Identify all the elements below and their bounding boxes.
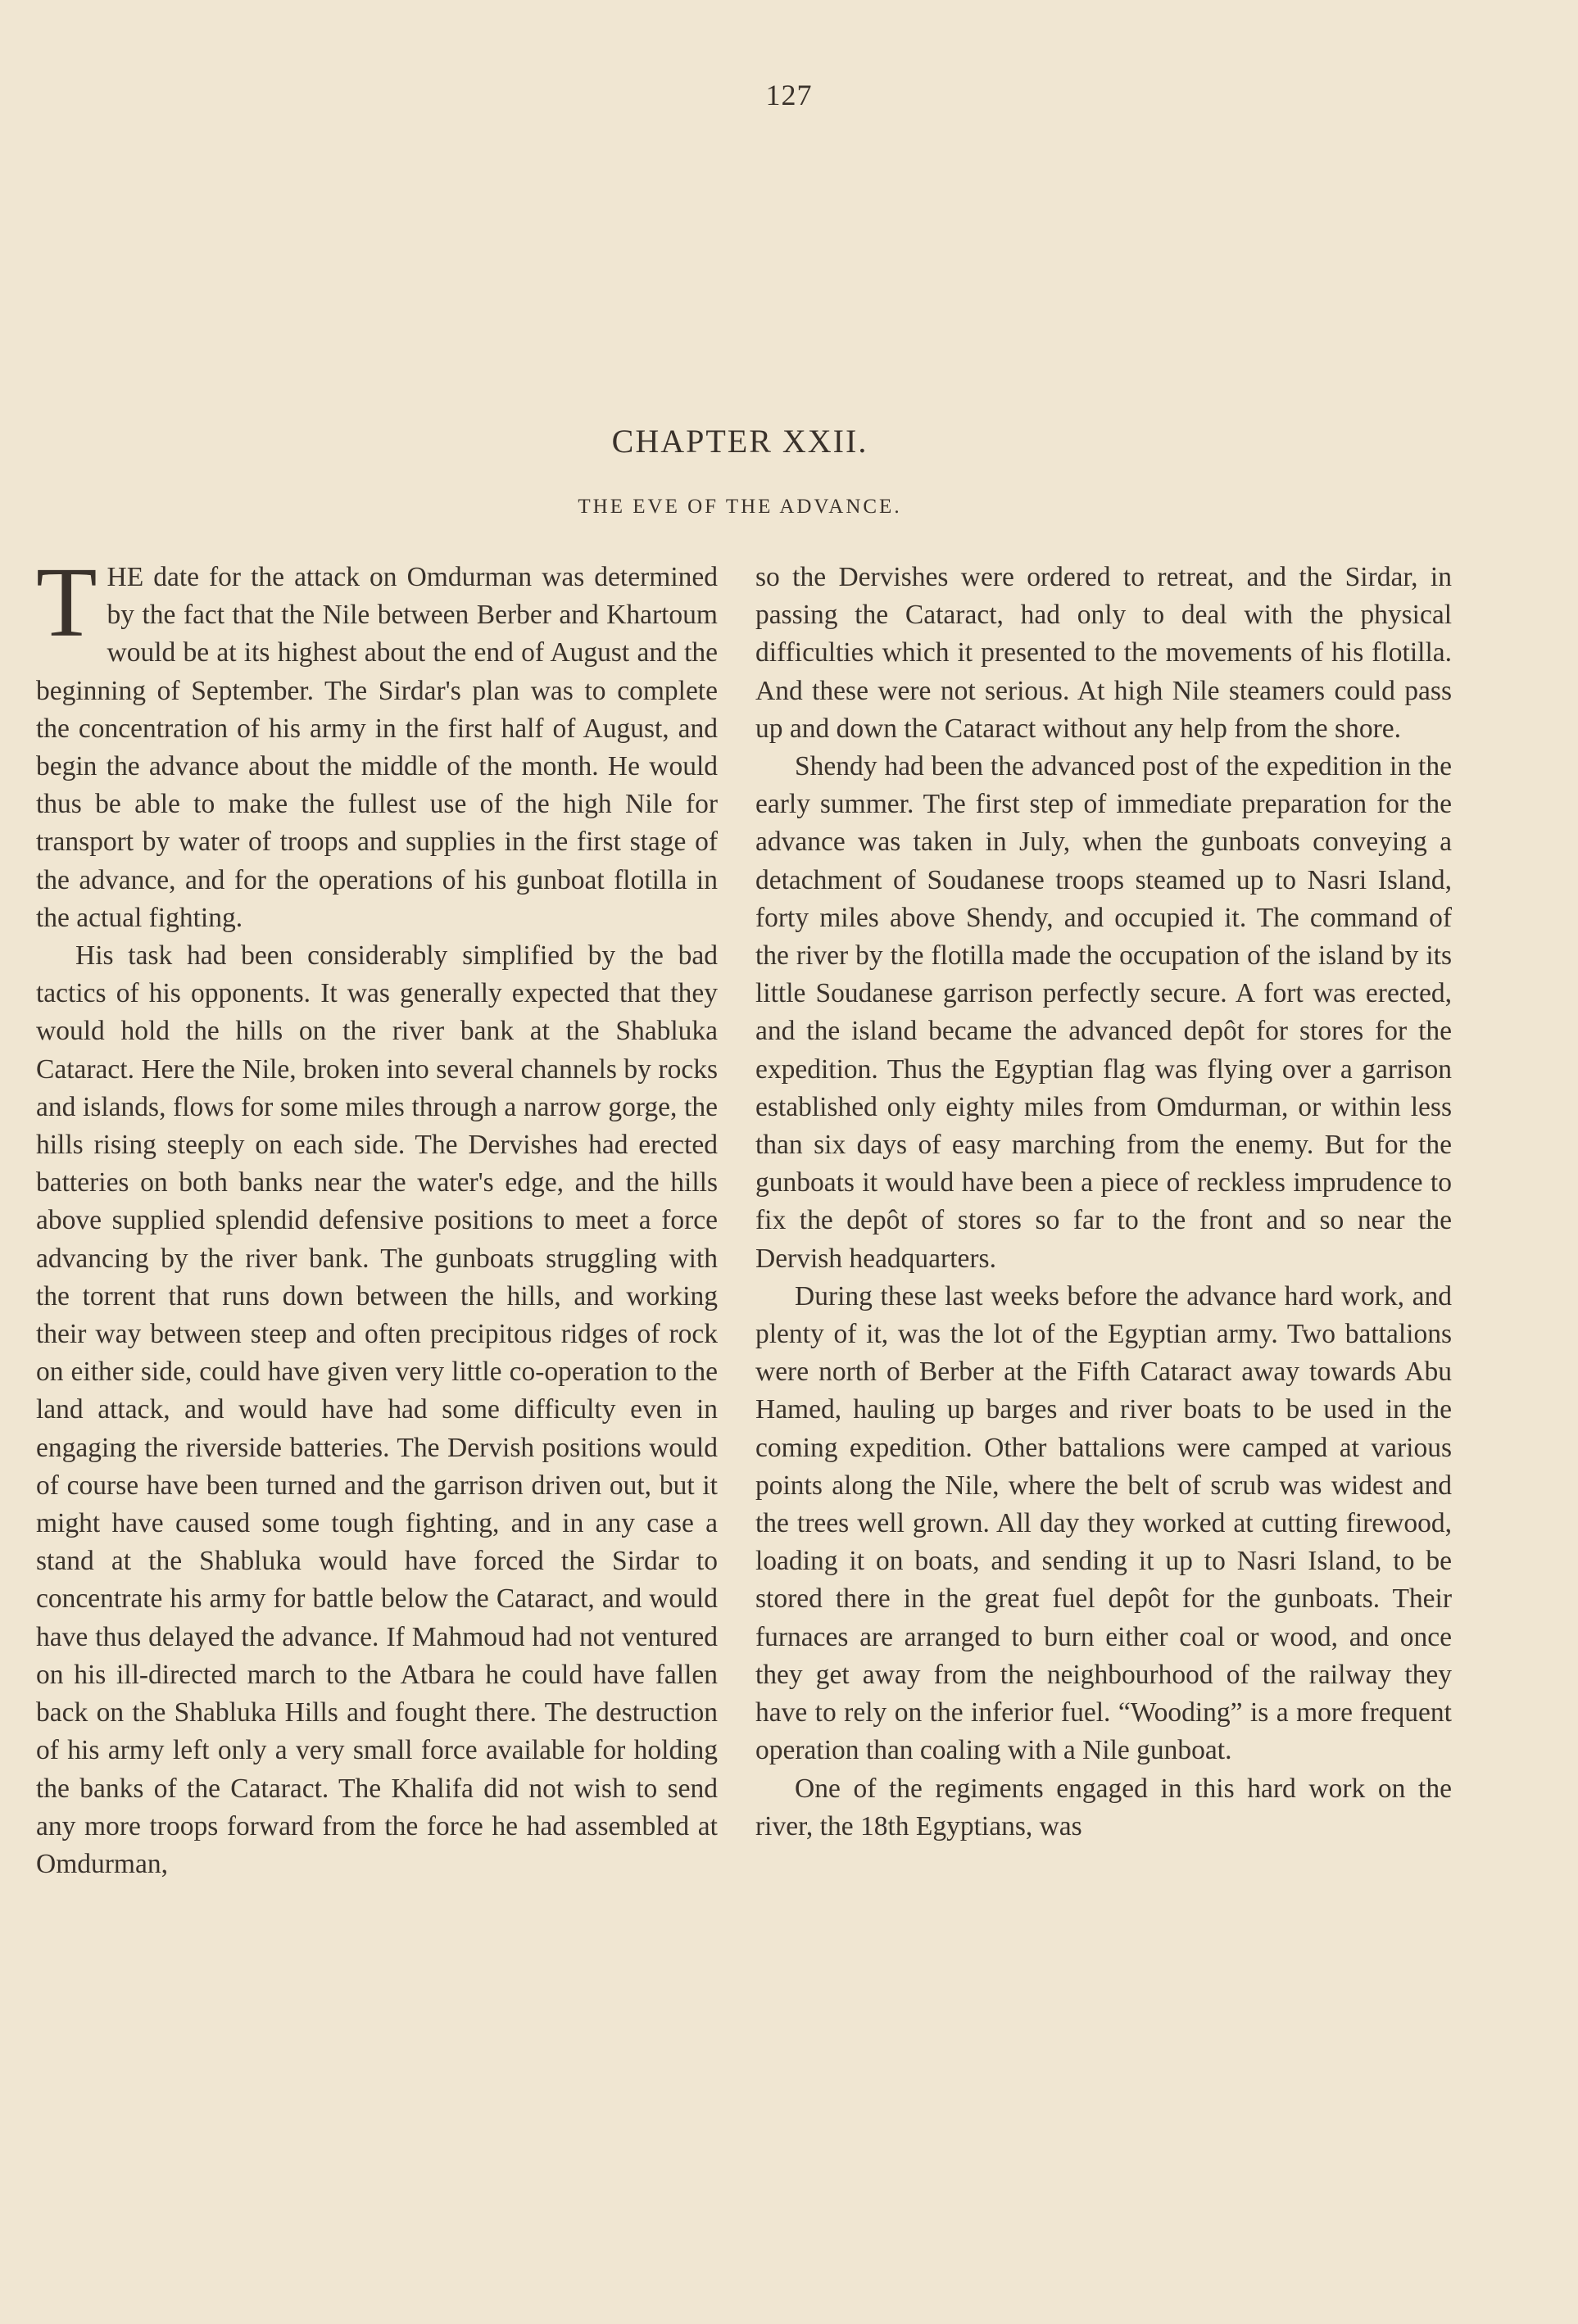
paragraph — [36, 547, 718, 937]
drop-cap: T — [36, 547, 97, 658]
page-number: 127 — [765, 79, 813, 111]
right-column — [755, 559, 1452, 1846]
paragraph: so the Dervishes were ordered to retreat, and the Sirdar, in passing the Cataract, had only to deal with the physical difficulties which it presented to the movements of his flotilla. And these were not serious. At high Nile steamers could pass up and down the Cataract without any help from the shore. — [755, 562, 1452, 744]
paragraph-text: HE date for the attack on Omdurman was determined by the fact that the Nile between Berber and Khartoum would be at its highest about the end of August and the beginning of September. The Sirdar's plan was to complete the concentration of his army in the first half of August, and begin the advance about the middle of the month. He would thus be able to make the fullest use of the high Nile for transport by water of troops and supplies in the first stage of the advance, and for the operations of his gunboat flotilla in the actual fighting. — [36, 562, 718, 933]
chapter-subtitle: THE EVE OF THE ADVANCE. — [578, 496, 902, 518]
left-column — [36, 547, 718, 1883]
paragraph: His task had been considerably simplified by the bad tactics of his opponents. It was generally expected that they would hold the hills on the river bank at the Shabluka Cataract. Here the Nile, broken into several channels by rocks and islands, flows for some miles through a narrow gorge, the hills rising steeply on each side. The Dervishes had erected batteries on both banks near the water's edge, and the hills above supplied splendid defensive positions to meet a force advancing by the river bank. The gunboats struggling with the torrent that runs down between the hills, and working their way between steep and often precipitous ridges of rock on either side, could have given very little co-operation to the land attack, and would have had some difficulty even in engaging the riverside batteries. The Dervish positions would of course have been turned and the garrison driven out, but it might have caused some tough fighting, and in any case a stand at the Shabluka would have forced the Sirdar to concentrate his army for battle below the Cataract, and would have thus delayed the advance. If Mahmoud had not ventured on his ill-directed march to the Atbara he could have fallen back on the Shabluka Hills and fought there. The destruction of his army left only a very small force available for holding the banks of the Cataract. The Khalifa did not wish to send any more troops forward from the force he had assembled at Omdurman, — [36, 940, 718, 1879]
paragraph: Shendy had been the advanced post of the expedition in the early summer. The first step of immediate preparation for the advance was taken in July, when the gunboats conveying a detachment of Soudanese troops steamed up to Nasri Island, forty miles above Shendy, and occupied it. The command of the river by the flotilla made the occupation of the island by its little Soudanese garrison perfectly secure. A fort was erected, and the island became the advanced depôt for stores for the expedition. Thus the Egyptian flag was flying over a garrison established only eighty miles from Omdurman, or within less than six days of easy marching from the enemy. But for the gunboats it would have been a piece of reckless imprudence to fix the depôt of stores so far to the front and so near the Dervish headquarters. — [755, 751, 1452, 1274]
paragraph: During these last weeks before the advance hard work, and plenty of it, was the lot of the Egyptian army. Two battalions were north of Berber at the Fifth Cataract away towards Abu Hamed, hauling up barges and river boats to be used in the coming expedition. Other battalions were camped at various points along the Nile, where the belt of scrub was widest and the trees well grown. All day they worked at cutting firewood, loading it on boats, and sending it up to Nasri Island, to be stored there in the great fuel depôt for the gunboats. Their furnaces are arranged to burn either coal or wood, and once they get away from the neighbourhood of the railway they have to rely on the inferior fuel. “Wooding” is a more frequent operation than coaling with a Nile gunboat. — [755, 1280, 1452, 1766]
chapter-title: CHAPTER XXII. — [611, 423, 868, 460]
paragraph: One of the regiments engaged in this hard work on the river, the 18th Egyptians, was — [755, 1773, 1452, 1842]
